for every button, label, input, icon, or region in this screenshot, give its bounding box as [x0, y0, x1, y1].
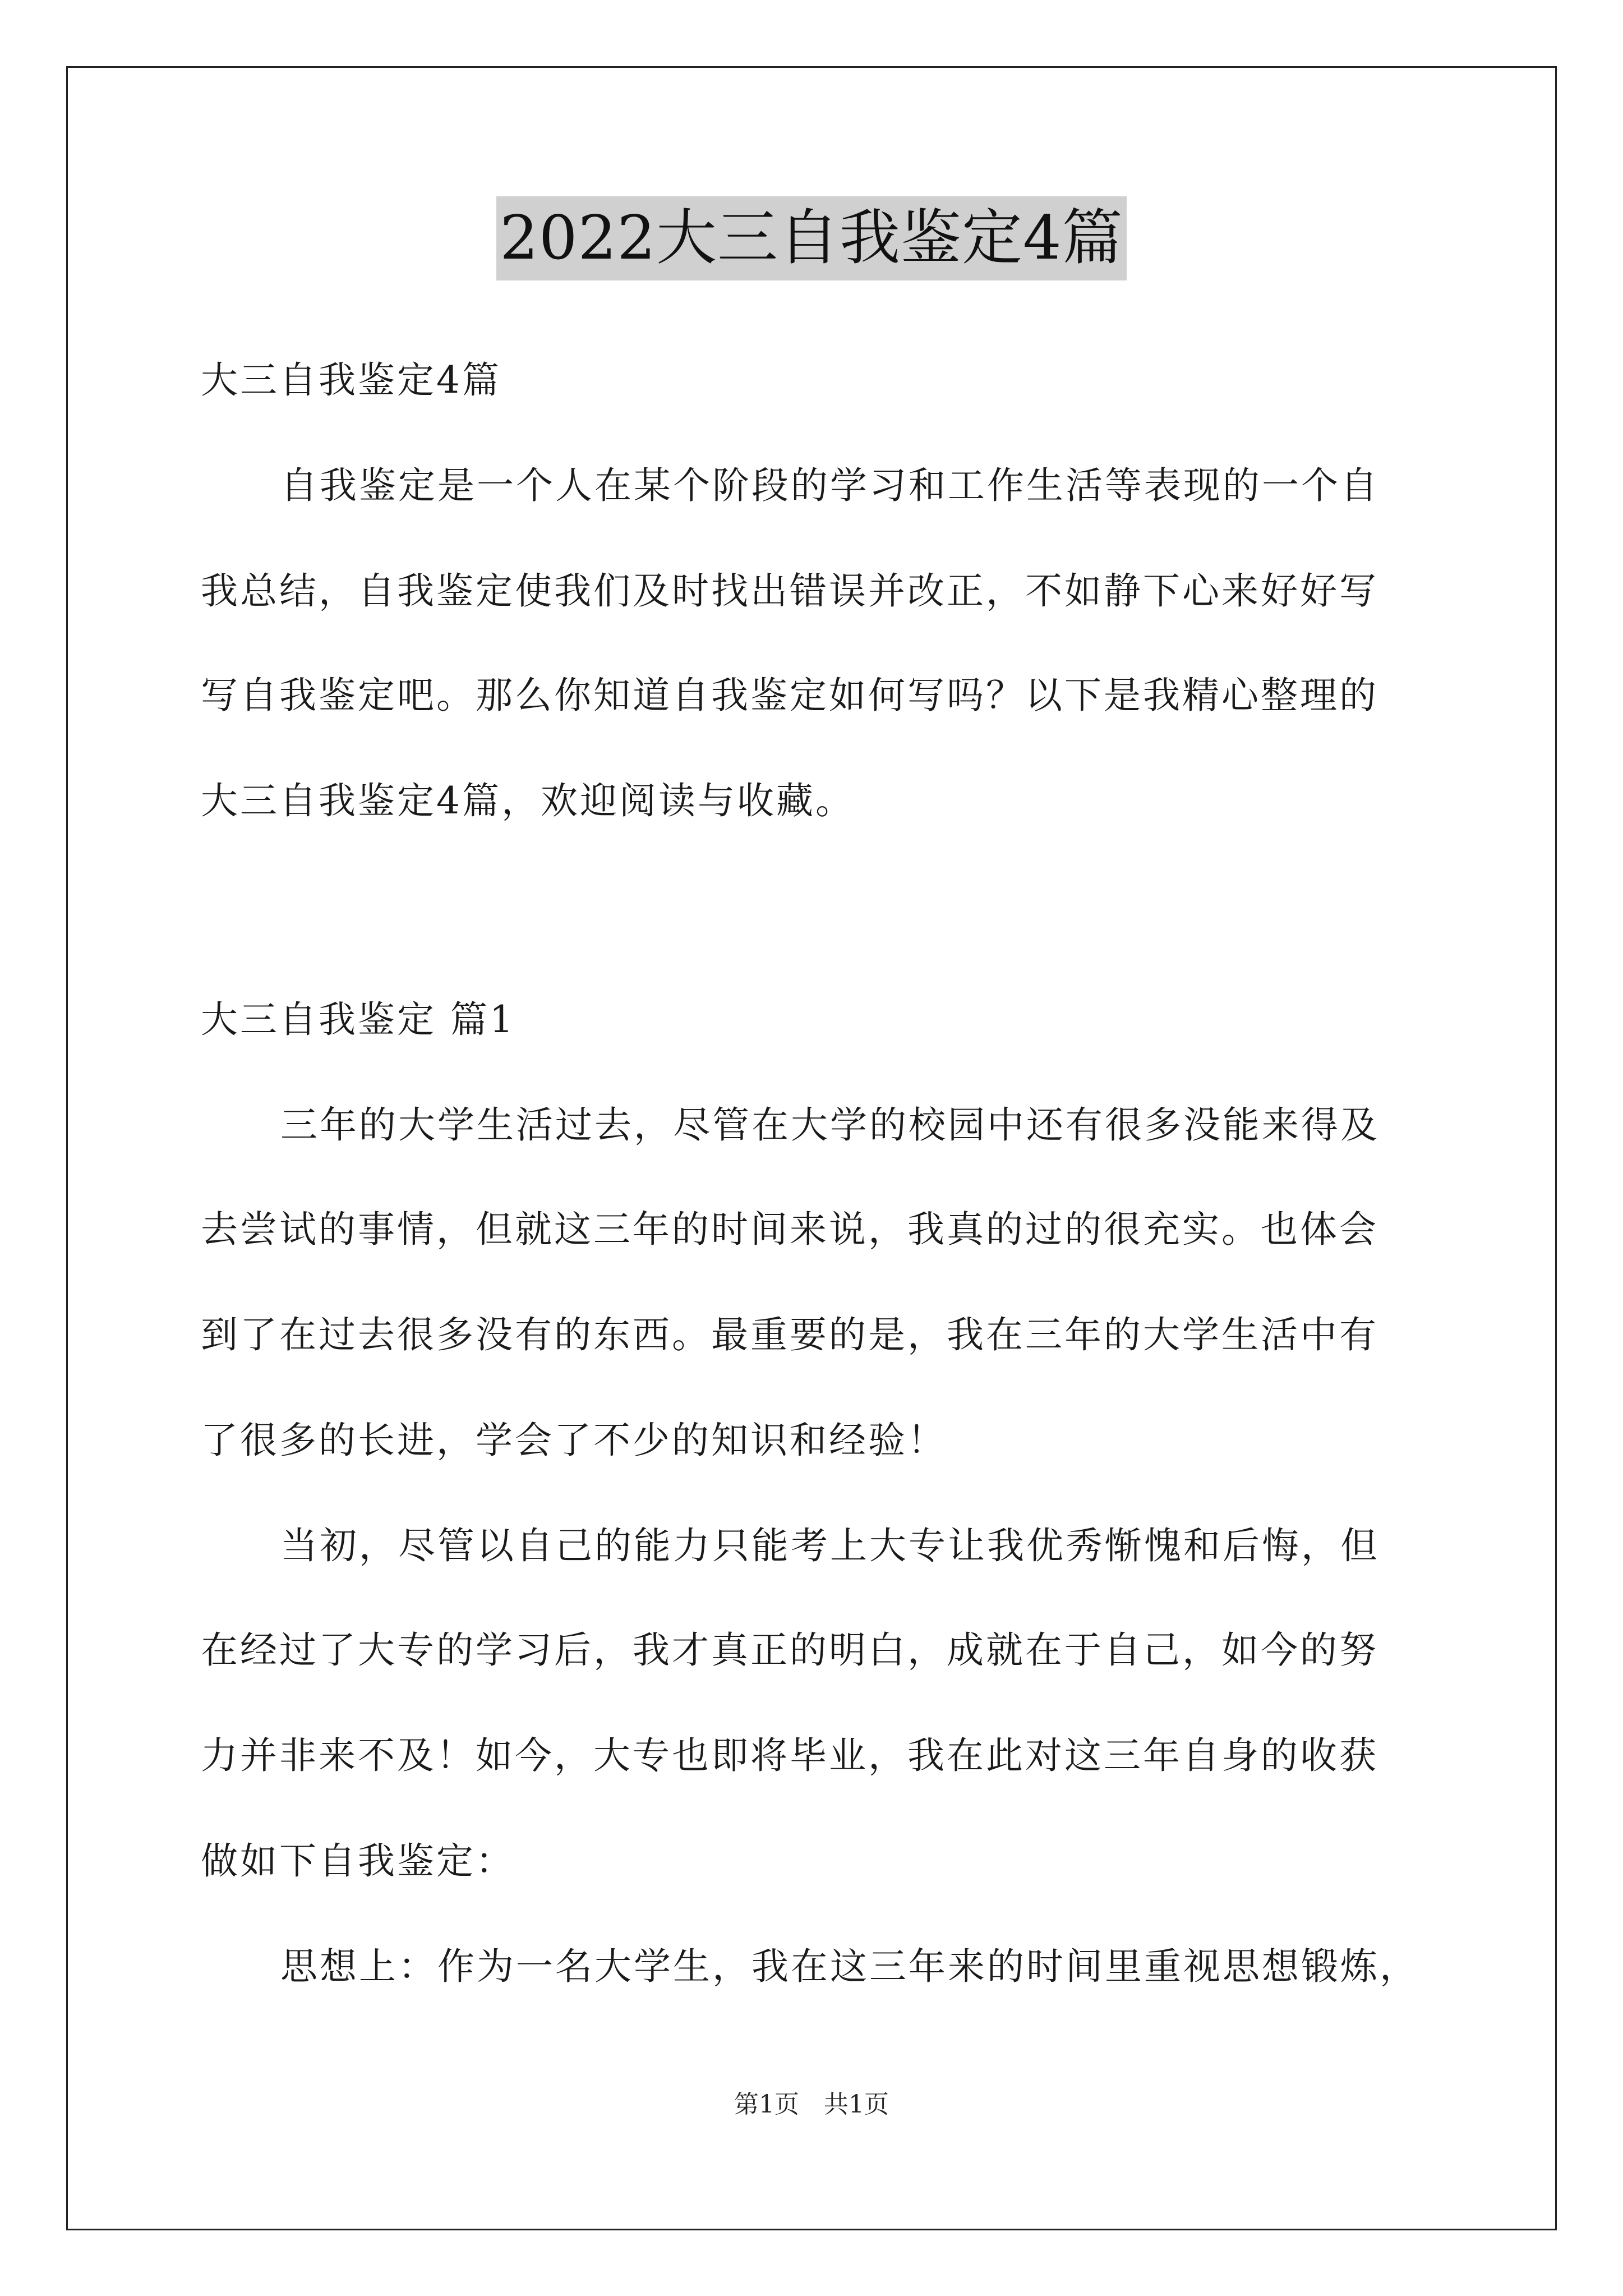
paragraph-line: 了很多的长进，学会了不少的知识和经验！ — [201, 1419, 947, 1462]
intro-line: 我总结，自我鉴定使我们及时找出错误并改正，不如静下心来好好写 — [201, 569, 1378, 613]
document-title: 2022大三自我鉴定4篇 — [496, 196, 1127, 280]
paragraph-line: 力并非来不及！如今，大专也即将毕业，我在此对这三年自身的收获 — [201, 1734, 1378, 1777]
paragraph-line: 到了在过去很多没有的东西。最重要的是，我在三年的大学生活中有 — [201, 1313, 1378, 1356]
paragraph-line: 做如下自我鉴定： — [201, 1839, 515, 1883]
intro-line: 大三自我鉴定4篇，欢迎阅读与收藏。 — [201, 779, 855, 822]
intro-line: 写自我鉴定吧。那么你知道自我鉴定如何写吗？以下是我精心整理的 — [201, 674, 1378, 717]
paragraph-line: 思想上：作为一名大学生，我在这三年来的时间里重视思想锻炼， — [280, 1945, 1419, 1988]
section-heading: 大三自我鉴定 篇1 — [201, 998, 515, 1041]
paragraph-line: 去尝试的事情，但就这三年的时间来说，我真的过的很充实。也体会 — [201, 1208, 1378, 1251]
paragraph-line: 当初，尽管以自己的能力只能考上大专让我优秀惭愧和后悔，但 — [280, 1524, 1380, 1567]
intro-line: 自我鉴定是一个人在某个阶段的学习和工作生活等表现的一个自 — [280, 464, 1380, 507]
title-block — [0, 196, 1623, 280]
page-footer: 第1页 共1页 — [734, 2090, 889, 2119]
document-subtitle: 大三自我鉴定4篇 — [201, 358, 501, 402]
paragraph-line: 在经过了大专的学习后，我才真正的明白，成就在于自己，如今的努 — [201, 1628, 1378, 1672]
paragraph-line: 三年的大学生活过去，尽管在大学的校园中还有很多没能来得及 — [280, 1103, 1380, 1147]
